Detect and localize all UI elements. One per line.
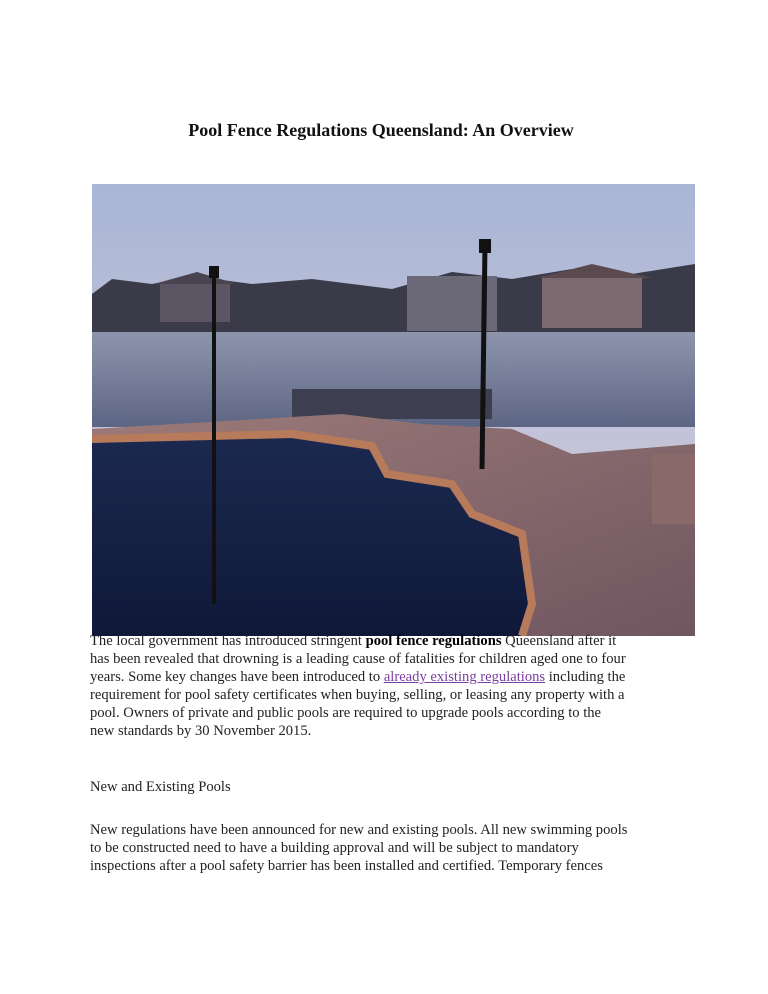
text: The local government has introduced stringent	[90, 633, 366, 649]
text-line: requirement for pool safety certificates when buying, selling, or leasing any property with a	[90, 687, 625, 703]
text-line: new standards by 30 November 2015.	[90, 723, 312, 739]
section-heading: New and Existing Pools	[90, 779, 231, 795]
existing-regulations-link[interactable]: already existing regulations	[383, 669, 546, 685]
text: Queensland after it	[501, 633, 617, 649]
intro-paragraph	[90, 632, 690, 740]
text-line: to be constructed need to have a building approval and will be subject to mandatory	[90, 840, 579, 856]
title-text: Pool Fence Regulations Queensland: An Overview	[188, 120, 574, 140]
text: years. Some key changes have been introduced to	[90, 669, 384, 685]
text-line: New regulations have been announced for new and existing pools. All new swimming pools	[90, 822, 628, 838]
text-line: inspections after a pool safety barrier has been installed and certified. Temporary fences	[90, 858, 603, 874]
text-line: pool. Owners of private and public pools are required to upgrade pools according to the	[90, 705, 602, 721]
document-title	[0, 120, 768, 141]
text: including the	[545, 669, 626, 685]
bold-keyword: pool fence regulations	[365, 633, 502, 649]
pools-paragraph	[90, 821, 690, 875]
pool-photo	[92, 184, 695, 636]
text-line: has been revealed that drowning is a leading cause of fatalities for children aged one to four	[90, 651, 626, 667]
